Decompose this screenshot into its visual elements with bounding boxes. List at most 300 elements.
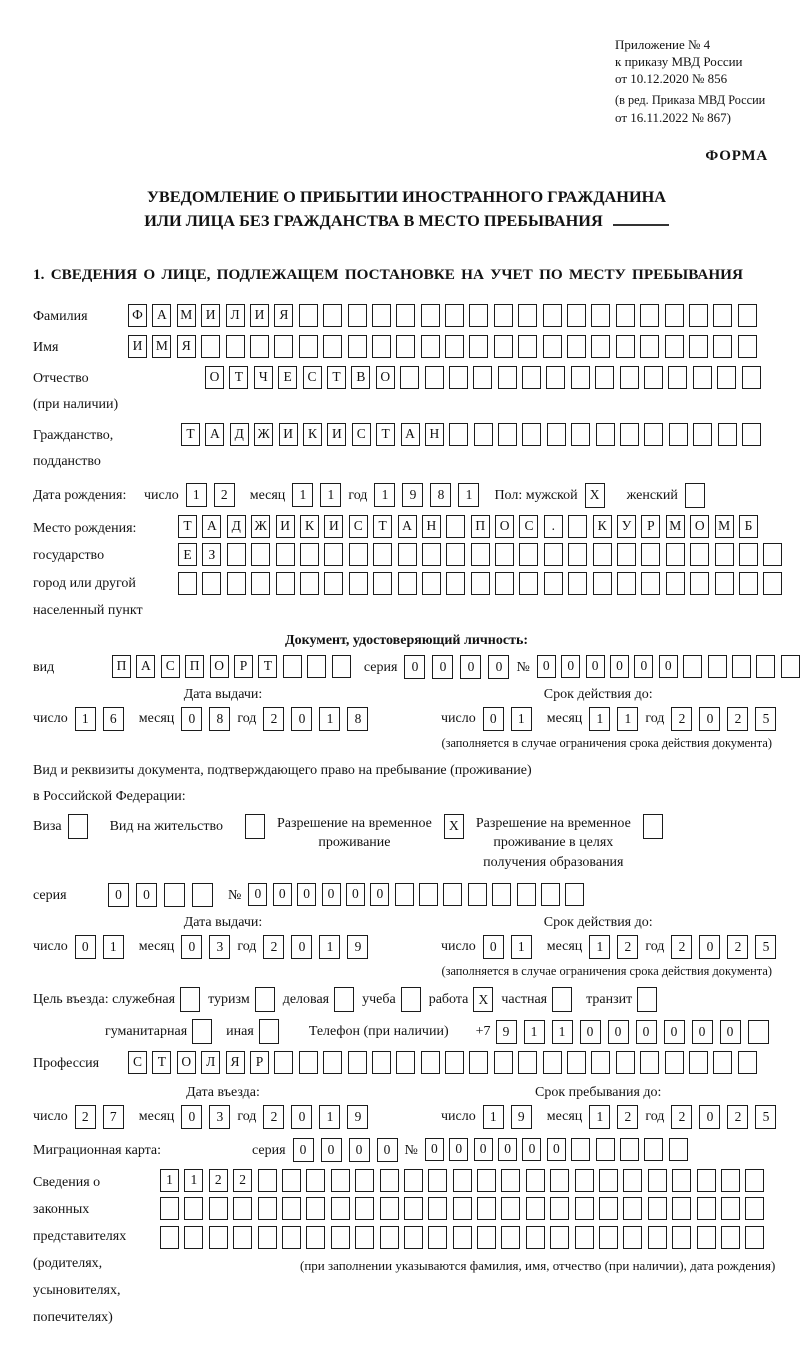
form-cell[interactable] (713, 304, 732, 327)
form-cell[interactable] (398, 543, 417, 566)
form-cell[interactable]: 1 (374, 483, 395, 507)
form-cell[interactable] (422, 543, 441, 566)
form-cell[interactable] (672, 1197, 691, 1220)
form-cell[interactable] (355, 1226, 374, 1249)
form-cell[interactable] (697, 1226, 716, 1249)
form-cell[interactable]: О (376, 366, 395, 389)
form-cell[interactable]: П (185, 655, 204, 678)
form-cell[interactable] (665, 1051, 684, 1074)
form-cell[interactable]: 1 (319, 707, 340, 731)
form-cell[interactable]: В (351, 366, 370, 389)
form-cell[interactable] (738, 304, 757, 327)
form-cell[interactable] (616, 335, 635, 358)
form-cell[interactable] (526, 1226, 545, 1249)
form-cell[interactable] (300, 572, 319, 595)
form-cell[interactable] (575, 1197, 594, 1220)
form-cell[interactable]: 2 (727, 707, 748, 731)
form-cell[interactable] (306, 1226, 325, 1249)
form-cell[interactable]: А (152, 304, 171, 327)
form-cell[interactable] (474, 423, 493, 446)
form-cell[interactable] (685, 483, 705, 508)
form-cell[interactable] (306, 1169, 325, 1192)
form-cell[interactable]: Т (229, 366, 248, 389)
form-cell[interactable] (599, 1226, 618, 1249)
form-cell[interactable]: П (112, 655, 131, 678)
form-cell[interactable] (209, 1226, 228, 1249)
form-cell[interactable] (355, 1197, 374, 1220)
form-cell[interactable]: 1 (617, 707, 638, 731)
form-cell[interactable] (494, 1051, 513, 1074)
form-cell[interactable]: А (401, 423, 420, 446)
form-cell[interactable] (599, 1197, 618, 1220)
form-cell[interactable]: 2 (233, 1169, 252, 1192)
form-cell[interactable]: 2 (617, 1105, 638, 1129)
form-cell[interactable] (258, 1226, 277, 1249)
form-cell[interactable]: 0 (586, 655, 605, 678)
form-cell[interactable]: 0 (291, 1105, 312, 1129)
form-cell[interactable] (648, 1197, 667, 1220)
form-cell[interactable] (348, 304, 367, 327)
form-cell[interactable]: 0 (291, 935, 312, 959)
form-cell[interactable]: Р (641, 515, 660, 538)
form-cell[interactable] (373, 572, 392, 595)
form-cell[interactable]: 0 (664, 1020, 685, 1044)
form-cell[interactable]: 0 (659, 655, 678, 678)
form-cell[interactable]: X (585, 483, 605, 508)
form-cell[interactable] (593, 543, 612, 566)
form-cell[interactable] (323, 335, 342, 358)
form-cell[interactable] (665, 335, 684, 358)
form-cell[interactable] (396, 304, 415, 327)
form-cell[interactable] (742, 366, 761, 389)
form-cell[interactable]: Т (178, 515, 197, 538)
form-cell[interactable] (469, 1051, 488, 1074)
form-cell[interactable] (282, 1197, 301, 1220)
form-cell[interactable] (616, 1051, 635, 1074)
form-cell[interactable] (571, 366, 590, 389)
form-cell[interactable]: 1 (184, 1169, 203, 1192)
form-cell[interactable] (756, 655, 775, 678)
form-cell[interactable]: 0 (75, 935, 96, 959)
form-cell[interactable] (398, 572, 417, 595)
form-cell[interactable] (449, 366, 468, 389)
form-cell[interactable] (599, 1169, 618, 1192)
form-cell[interactable] (620, 423, 639, 446)
form-cell[interactable] (258, 1197, 277, 1220)
form-cell[interactable] (519, 543, 538, 566)
form-cell[interactable] (469, 304, 488, 327)
form-cell[interactable]: 9 (347, 1105, 368, 1129)
form-cell[interactable]: 0 (346, 883, 365, 906)
form-cell[interactable]: 2 (209, 1169, 228, 1192)
form-cell[interactable] (690, 572, 709, 595)
form-cell[interactable] (517, 883, 536, 906)
form-cell[interactable]: 0 (108, 883, 129, 907)
form-cell[interactable] (477, 1197, 496, 1220)
form-cell[interactable]: 0 (404, 655, 425, 679)
form-cell[interactable] (349, 543, 368, 566)
form-cell[interactable]: 5 (755, 707, 776, 731)
form-cell[interactable] (227, 572, 246, 595)
form-cell[interactable] (665, 304, 684, 327)
form-cell[interactable] (495, 543, 514, 566)
form-cell[interactable]: 1 (589, 1105, 610, 1129)
form-cell[interactable] (395, 883, 414, 906)
form-cell[interactable] (575, 1169, 594, 1192)
form-cell[interactable]: 0 (460, 655, 481, 679)
form-cell[interactable] (745, 1197, 764, 1220)
form-cell[interactable]: Р (250, 1051, 269, 1074)
form-cell[interactable] (666, 572, 685, 595)
form-cell[interactable] (477, 1169, 496, 1192)
form-cell[interactable] (494, 335, 513, 358)
form-cell[interactable] (495, 572, 514, 595)
form-cell[interactable]: Е (278, 366, 297, 389)
form-cell[interactable] (641, 572, 660, 595)
form-cell[interactable] (473, 366, 492, 389)
form-cell[interactable] (446, 515, 465, 538)
form-cell[interactable] (593, 572, 612, 595)
form-cell[interactable]: Л (201, 1051, 220, 1074)
form-cell[interactable] (498, 423, 517, 446)
form-cell[interactable] (373, 543, 392, 566)
form-cell[interactable]: 1 (483, 1105, 504, 1129)
form-cell[interactable] (689, 335, 708, 358)
form-cell[interactable]: 9 (402, 483, 423, 507)
form-cell[interactable] (469, 335, 488, 358)
form-cell[interactable]: 0 (322, 883, 341, 906)
form-cell[interactable]: М (715, 515, 734, 538)
form-cell[interactable] (331, 1226, 350, 1249)
form-cell[interactable]: 0 (561, 655, 580, 678)
form-cell[interactable] (689, 304, 708, 327)
form-cell[interactable] (644, 366, 663, 389)
form-cell[interactable] (683, 655, 702, 678)
form-cell[interactable] (693, 366, 712, 389)
form-cell[interactable] (575, 1226, 594, 1249)
form-cell[interactable] (401, 987, 421, 1012)
form-cell[interactable]: Т (376, 423, 395, 446)
form-cell[interactable]: К (300, 515, 319, 538)
form-cell[interactable] (717, 366, 736, 389)
form-cell[interactable] (233, 1226, 252, 1249)
form-cell[interactable]: М (177, 304, 196, 327)
form-cell[interactable]: 0 (699, 935, 720, 959)
form-cell[interactable]: 2 (727, 935, 748, 959)
form-cell[interactable] (445, 335, 464, 358)
form-cell[interactable] (251, 572, 270, 595)
form-cell[interactable] (708, 655, 727, 678)
form-cell[interactable] (519, 572, 538, 595)
form-cell[interactable] (748, 1020, 769, 1044)
form-cell[interactable] (380, 1169, 399, 1192)
form-cell[interactable] (541, 883, 560, 906)
form-cell[interactable] (571, 423, 590, 446)
form-cell[interactable] (546, 366, 565, 389)
form-cell[interactable] (453, 1226, 472, 1249)
form-cell[interactable] (568, 572, 587, 595)
form-cell[interactable]: X (473, 987, 493, 1012)
form-cell[interactable]: 0 (720, 1020, 741, 1044)
form-cell[interactable]: 0 (273, 883, 292, 906)
form-cell[interactable] (565, 883, 584, 906)
form-cell[interactable]: Ф (128, 304, 147, 327)
form-cell[interactable] (522, 423, 541, 446)
form-cell[interactable]: 0 (547, 1138, 566, 1161)
form-cell[interactable]: 0 (297, 883, 316, 906)
form-cell[interactable] (380, 1197, 399, 1220)
form-cell[interactable] (245, 814, 265, 839)
form-cell[interactable] (226, 335, 245, 358)
form-cell[interactable] (617, 572, 636, 595)
form-cell[interactable] (396, 335, 415, 358)
form-cell[interactable] (380, 1226, 399, 1249)
form-cell[interactable] (568, 543, 587, 566)
form-cell[interactable]: 0 (370, 883, 389, 906)
form-cell[interactable] (300, 543, 319, 566)
form-cell[interactable] (543, 1051, 562, 1074)
form-cell[interactable] (396, 1051, 415, 1074)
form-cell[interactable]: И (279, 423, 298, 446)
form-cell[interactable]: X (444, 814, 464, 839)
form-cell[interactable] (251, 543, 270, 566)
form-cell[interactable] (595, 366, 614, 389)
form-cell[interactable]: О (205, 366, 224, 389)
form-cell[interactable] (715, 543, 734, 566)
form-cell[interactable]: И (250, 304, 269, 327)
form-cell[interactable]: 0 (136, 883, 157, 907)
form-cell[interactable]: 1 (103, 935, 124, 959)
form-cell[interactable]: Т (327, 366, 346, 389)
form-cell[interactable]: П (471, 515, 490, 538)
form-cell[interactable] (428, 1226, 447, 1249)
form-cell[interactable] (668, 366, 687, 389)
form-cell[interactable] (404, 1226, 423, 1249)
form-cell[interactable]: Л (226, 304, 245, 327)
form-cell[interactable] (567, 1051, 586, 1074)
form-cell[interactable]: 0 (248, 883, 267, 906)
form-cell[interactable] (596, 1138, 615, 1161)
form-cell[interactable] (543, 335, 562, 358)
form-cell[interactable]: Ж (251, 515, 270, 538)
form-cell[interactable] (323, 1051, 342, 1074)
form-cell[interactable] (471, 543, 490, 566)
form-cell[interactable]: Я (177, 335, 196, 358)
form-cell[interactable] (640, 304, 659, 327)
form-cell[interactable]: И (327, 423, 346, 446)
form-cell[interactable]: А (205, 423, 224, 446)
form-cell[interactable] (202, 572, 221, 595)
form-cell[interactable] (255, 987, 275, 1012)
form-cell[interactable] (623, 1197, 642, 1220)
form-cell[interactable] (276, 572, 295, 595)
form-cell[interactable]: Т (258, 655, 277, 678)
form-cell[interactable] (209, 1197, 228, 1220)
form-cell[interactable]: 0 (537, 655, 556, 678)
form-cell[interactable]: . (544, 515, 563, 538)
form-cell[interactable] (715, 572, 734, 595)
form-cell[interactable] (400, 366, 419, 389)
form-cell[interactable]: 1 (320, 483, 341, 507)
form-cell[interactable]: 2 (263, 707, 284, 731)
form-cell[interactable] (669, 423, 688, 446)
form-cell[interactable] (323, 304, 342, 327)
form-cell[interactable] (332, 655, 351, 678)
form-cell[interactable] (568, 515, 587, 538)
form-cell[interactable]: К (303, 423, 322, 446)
form-cell[interactable]: 0 (608, 1020, 629, 1044)
form-cell[interactable] (693, 423, 712, 446)
form-cell[interactable] (259, 1019, 279, 1044)
form-cell[interactable] (201, 335, 220, 358)
form-cell[interactable] (637, 987, 657, 1012)
form-cell[interactable]: А (398, 515, 417, 538)
form-cell[interactable]: 1 (524, 1020, 545, 1044)
form-cell[interactable] (428, 1169, 447, 1192)
form-cell[interactable]: 6 (103, 707, 124, 731)
form-cell[interactable]: 2 (75, 1105, 96, 1129)
form-cell[interactable] (591, 335, 610, 358)
form-cell[interactable] (518, 335, 537, 358)
form-cell[interactable]: 0 (522, 1138, 541, 1161)
form-cell[interactable] (258, 1169, 277, 1192)
form-cell[interactable] (522, 366, 541, 389)
form-cell[interactable]: 1 (160, 1169, 179, 1192)
form-cell[interactable]: 0 (181, 707, 202, 731)
form-cell[interactable]: Р (234, 655, 253, 678)
form-cell[interactable] (721, 1169, 740, 1192)
form-cell[interactable] (192, 1019, 212, 1044)
form-cell[interactable] (471, 572, 490, 595)
form-cell[interactable]: 3 (209, 1105, 230, 1129)
form-cell[interactable] (550, 1169, 569, 1192)
form-cell[interactable] (623, 1226, 642, 1249)
form-cell[interactable]: 2 (727, 1105, 748, 1129)
form-cell[interactable]: О (495, 515, 514, 538)
form-cell[interactable] (324, 543, 343, 566)
form-cell[interactable] (184, 1226, 203, 1249)
form-cell[interactable] (372, 335, 391, 358)
form-cell[interactable]: 0 (181, 1105, 202, 1129)
form-cell[interactable]: 8 (209, 707, 230, 731)
form-cell[interactable]: 1 (589, 935, 610, 959)
form-cell[interactable] (721, 1226, 740, 1249)
form-cell[interactable]: 2 (671, 707, 692, 731)
form-cell[interactable] (404, 1197, 423, 1220)
form-cell[interactable]: 0 (349, 1138, 370, 1162)
form-cell[interactable] (640, 335, 659, 358)
form-cell[interactable] (567, 304, 586, 327)
form-cell[interactable] (501, 1169, 520, 1192)
form-cell[interactable] (739, 543, 758, 566)
form-cell[interactable] (641, 543, 660, 566)
form-cell[interactable]: И (128, 335, 147, 358)
form-cell[interactable]: С (519, 515, 538, 538)
form-cell[interactable] (421, 1051, 440, 1074)
form-cell[interactable] (669, 1138, 688, 1161)
form-cell[interactable] (372, 1051, 391, 1074)
form-cell[interactable]: Я (226, 1051, 245, 1074)
form-cell[interactable] (745, 1169, 764, 1192)
form-cell[interactable] (299, 335, 318, 358)
form-cell[interactable] (547, 423, 566, 446)
form-cell[interactable] (494, 304, 513, 327)
form-cell[interactable] (526, 1169, 545, 1192)
form-cell[interactable] (331, 1169, 350, 1192)
form-cell[interactable]: 8 (347, 707, 368, 731)
form-cell[interactable] (184, 1197, 203, 1220)
form-cell[interactable]: 0 (377, 1138, 398, 1162)
form-cell[interactable]: 0 (474, 1138, 493, 1161)
form-cell[interactable] (591, 1051, 610, 1074)
form-cell[interactable] (690, 543, 709, 566)
form-cell[interactable]: Т (152, 1051, 171, 1074)
form-cell[interactable] (596, 423, 615, 446)
form-cell[interactable] (623, 1169, 642, 1192)
form-cell[interactable] (68, 814, 88, 839)
form-cell[interactable]: 1 (458, 483, 479, 507)
form-cell[interactable]: 1 (319, 935, 340, 959)
form-cell[interactable] (713, 1051, 732, 1074)
form-cell[interactable] (552, 987, 572, 1012)
form-cell[interactable] (620, 366, 639, 389)
form-cell[interactable]: С (352, 423, 371, 446)
form-cell[interactable] (781, 655, 800, 678)
form-cell[interactable] (544, 543, 563, 566)
form-cell[interactable] (282, 1226, 301, 1249)
form-cell[interactable]: 0 (291, 707, 312, 731)
form-cell[interactable]: 7 (103, 1105, 124, 1129)
form-cell[interactable]: О (690, 515, 709, 538)
form-cell[interactable] (732, 655, 751, 678)
form-cell[interactable]: М (152, 335, 171, 358)
form-cell[interactable] (648, 1226, 667, 1249)
form-cell[interactable] (331, 1197, 350, 1220)
form-cell[interactable] (672, 1226, 691, 1249)
form-cell[interactable] (233, 1197, 252, 1220)
form-cell[interactable]: Н (425, 423, 444, 446)
form-cell[interactable] (477, 1226, 496, 1249)
form-cell[interactable] (348, 335, 367, 358)
form-cell[interactable] (282, 1169, 301, 1192)
form-cell[interactable] (713, 335, 732, 358)
form-cell[interactable]: Д (230, 423, 249, 446)
form-cell[interactable] (640, 1051, 659, 1074)
form-cell[interactable] (421, 335, 440, 358)
form-cell[interactable] (738, 1051, 757, 1074)
form-cell[interactable]: И (201, 304, 220, 327)
form-cell[interactable]: 0 (580, 1020, 601, 1044)
form-cell[interactable]: 9 (511, 1105, 532, 1129)
form-cell[interactable]: 2 (671, 1105, 692, 1129)
form-cell[interactable]: 0 (699, 1105, 720, 1129)
form-cell[interactable] (763, 543, 782, 566)
form-cell[interactable] (276, 543, 295, 566)
form-cell[interactable] (425, 366, 444, 389)
form-cell[interactable] (160, 1226, 179, 1249)
form-cell[interactable] (689, 1051, 708, 1074)
form-cell[interactable]: 0 (636, 1020, 657, 1044)
form-cell[interactable] (283, 655, 302, 678)
form-cell[interactable] (738, 335, 757, 358)
form-cell[interactable]: Б (739, 515, 758, 538)
form-cell[interactable] (422, 572, 441, 595)
form-cell[interactable] (518, 304, 537, 327)
form-cell[interactable] (697, 1197, 716, 1220)
form-cell[interactable] (666, 543, 685, 566)
form-cell[interactable]: А (136, 655, 155, 678)
form-cell[interactable] (672, 1169, 691, 1192)
